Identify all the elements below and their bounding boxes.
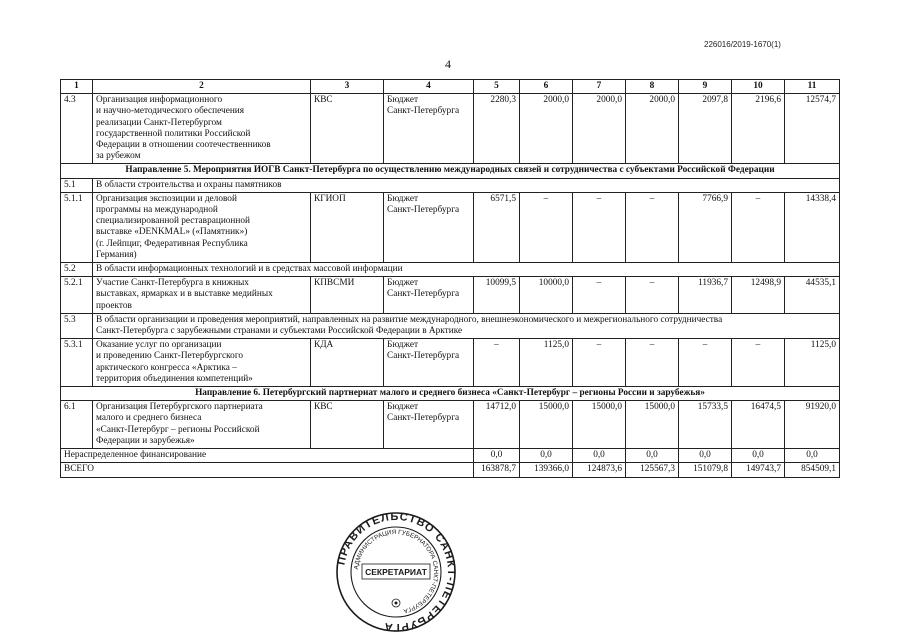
item-name-line: (г. Лейпциг, Федеративная Республика [96, 238, 248, 249]
item-value: 1125,0 [785, 339, 840, 387]
item-value: 12574,7 [785, 94, 840, 164]
item-value: 11936,7 [679, 277, 732, 314]
total-value: 0,0 [785, 449, 840, 463]
item-value: 10099,5 [474, 277, 520, 314]
section-title [93, 313, 840, 338]
item-budget-line: Санкт-Петербурга [387, 106, 460, 117]
total-value: 0,0 [626, 449, 679, 463]
total-value: 854509,1 [785, 463, 840, 477]
total-value: 151079,8 [679, 463, 732, 477]
item-name-line: Участие Санкт-Петербурга в книжных [96, 278, 249, 289]
item-organization: КВС [311, 94, 384, 164]
item-value: 15000,0 [626, 401, 679, 449]
item-value: – [520, 192, 573, 262]
direction-title: Направление 6. Петербургский партнериат малого и среднего бизнеса «Санкт-Петербург – регионы России и зарубежья» [61, 387, 840, 401]
item-value: 14712,0 [474, 401, 520, 449]
item-value: 15000,0 [520, 401, 573, 449]
item-value: 2097,8 [679, 94, 732, 164]
item-name-line: специализированной реставрационной [96, 216, 251, 227]
item-id: 5.1.1 [61, 192, 93, 262]
column-number: 8 [626, 80, 679, 94]
total-label: ВСЕГО [61, 463, 474, 477]
item-name-line: «Санкт-Петербург – регионы Российской [96, 424, 260, 435]
item-name-line: за рубежом [96, 151, 141, 162]
item-id: 4.3 [61, 94, 93, 164]
item-value: 91920,0 [785, 401, 840, 449]
item-budget-line: Бюджет [387, 402, 419, 413]
table-row [61, 277, 840, 314]
item-name-line: выставках, ярмарках и в выставке медийных [96, 289, 273, 300]
item-value: – [573, 192, 626, 262]
direction-row [61, 164, 840, 178]
section-row [61, 313, 840, 338]
item-budget-line: Санкт-Петербурга [387, 413, 460, 424]
item-name [93, 94, 311, 164]
item-organization: КПВСМИ [311, 277, 384, 314]
svg-text:АДМИНИСТРАЦИЯ ГУБЕРНАТОРА САНК: АДМИНИСТРАЦИЯ ГУБЕРНАТОРА САНКТ-ПЕТЕРБУРГА [353, 528, 440, 615]
table-row [61, 401, 840, 449]
total-row [61, 449, 840, 463]
section-title-line: В области организации и проведения мероприятий, направленных на развитие международного, внешнеэкономического и межрегионального сотрудничества [96, 314, 723, 325]
total-label: Нераспределенное финансирование [61, 449, 474, 463]
item-budget-line: Бюджет [387, 340, 419, 351]
section-id: 5.3 [61, 313, 93, 338]
item-name-line: программы на международной [96, 205, 218, 216]
item-value: 2000,0 [626, 94, 679, 164]
item-name-line: Организация экспозиции и деловой [96, 193, 237, 204]
item-value: – [626, 277, 679, 314]
section-title: В области строительства и охраны памятников [93, 178, 840, 192]
item-budget [384, 94, 474, 164]
item-value: 15733,5 [679, 401, 732, 449]
section-row [61, 178, 840, 192]
item-value: 12498,9 [732, 277, 785, 314]
item-name-line: государственной политики Российской [96, 128, 251, 139]
total-value: 124873,6 [573, 463, 626, 477]
item-name-line: территория объединения компетенций» [96, 373, 253, 384]
item-name-line: Германия) [96, 249, 137, 260]
item-budget-line: Бюджет [387, 278, 419, 289]
item-name-line: Федерации и зарубежья» [96, 435, 195, 446]
total-value: 0,0 [520, 449, 573, 463]
total-value: 0,0 [573, 449, 626, 463]
table-row [61, 192, 840, 262]
column-number: 9 [679, 80, 732, 94]
table-row [61, 94, 840, 164]
item-name [93, 277, 311, 314]
item-value: 2196,6 [732, 94, 785, 164]
item-name-line: Федерации в отношении соотечественников [96, 140, 271, 151]
item-name-line: Организация информационного [96, 95, 223, 106]
item-name-line: Организация Петербургского партнериата [96, 402, 263, 413]
item-id: 5.2.1 [61, 277, 93, 314]
item-value: 7766,9 [679, 192, 732, 262]
item-value: – [573, 277, 626, 314]
column-number: 10 [732, 80, 785, 94]
item-organization: КГИОП [311, 192, 384, 262]
item-budget [384, 277, 474, 314]
item-budget-line: Санкт-Петербурга [387, 351, 460, 362]
total-value: 125567,3 [626, 463, 679, 477]
column-number: 4 [384, 80, 474, 94]
column-number: 11 [785, 80, 840, 94]
item-name-line: выставке «DENKMAL» («Памятник») [96, 227, 248, 238]
item-value: – [732, 192, 785, 262]
column-number: 7 [573, 80, 626, 94]
item-organization: КДА [311, 339, 384, 387]
item-name-line: и научно-методического обеспечения [96, 106, 245, 117]
direction-title: Направление 5. Мероприятия ИОГВ Санкт-Петербурга по осуществлению международных связей и сотрудничества с субъектами Российской Федерации [61, 164, 840, 178]
item-value: 10000,0 [520, 277, 573, 314]
total-value: 0,0 [732, 449, 785, 463]
item-budget [384, 192, 474, 262]
item-id: 6.1 [61, 401, 93, 449]
total-row [61, 463, 840, 477]
column-number: 3 [311, 80, 384, 94]
item-value: 6571,5 [474, 192, 520, 262]
section-title: В области информационных технологий и в средствах массовой информации [93, 263, 840, 277]
svg-text:ПРАВИТЕЛЬСТВО САНКТ-ПЕТЕРБУРГА: ПРАВИТЕЛЬСТВО САНКТ-ПЕТЕРБУРГА [335, 511, 457, 633]
column-number: 6 [520, 80, 573, 94]
total-value: 139366,0 [520, 463, 573, 477]
page-number: 4 [445, 57, 451, 71]
item-value: – [679, 339, 732, 387]
secretariat-stamp [335, 511, 457, 633]
table-row [61, 339, 840, 387]
item-value: – [626, 192, 679, 262]
column-number: 1 [61, 80, 93, 94]
item-value: 14338,4 [785, 192, 840, 262]
item-name-line: малого и среднего бизнеса [96, 413, 202, 424]
item-budget-line: Бюджет [387, 193, 419, 204]
column-number: 2 [93, 80, 311, 94]
item-name [93, 339, 311, 387]
direction-row [61, 387, 840, 401]
item-budget-line: Санкт-Петербурга [387, 289, 460, 300]
section-row [61, 263, 840, 277]
total-value: 163878,7 [474, 463, 520, 477]
item-budget-line: Бюджет [387, 95, 419, 106]
item-id: 5.3.1 [61, 339, 93, 387]
item-budget [384, 339, 474, 387]
item-value: 2000,0 [520, 94, 573, 164]
budget-table [60, 79, 840, 478]
total-value: 149743,7 [732, 463, 785, 477]
document-number: 226016/2019-1670(1) [704, 40, 781, 49]
item-value: 1125,0 [520, 339, 573, 387]
section-title-line: Санкт-Петербурга с зарубежными странами и субъектами Российской Федерации в Арктике [96, 326, 463, 337]
item-value: 44535,1 [785, 277, 840, 314]
item-name [93, 192, 311, 262]
item-value: – [732, 339, 785, 387]
item-budget [384, 401, 474, 449]
svg-text:СЕКРЕТАРИАТ: СЕКРЕТАРИАТ [365, 567, 427, 577]
item-value: – [626, 339, 679, 387]
item-budget-line: Санкт-Петербурга [387, 205, 460, 216]
column-number: 5 [474, 80, 520, 94]
item-value: 2280,3 [474, 94, 520, 164]
item-name-line: проектов [96, 300, 132, 311]
section-id: 5.1 [61, 178, 93, 192]
item-value: – [573, 339, 626, 387]
item-name-line: арктического конгресса «Арктика – [96, 362, 237, 373]
item-value: 15000,0 [573, 401, 626, 449]
item-name-line: реализации Санкт-Петербургом [96, 117, 222, 128]
item-value: 16474,5 [732, 401, 785, 449]
item-value: 2000,0 [573, 94, 626, 164]
item-name-line: и проведению Санкт-Петербургского [96, 351, 244, 362]
total-value: 0,0 [679, 449, 732, 463]
item-name [93, 401, 311, 449]
section-id: 5.2 [61, 263, 93, 277]
total-value: 0,0 [474, 449, 520, 463]
column-number-row [61, 80, 840, 94]
item-organization: КВС [311, 401, 384, 449]
item-name-line: Оказание услуг по организации [96, 340, 222, 351]
item-value: – [474, 339, 520, 387]
